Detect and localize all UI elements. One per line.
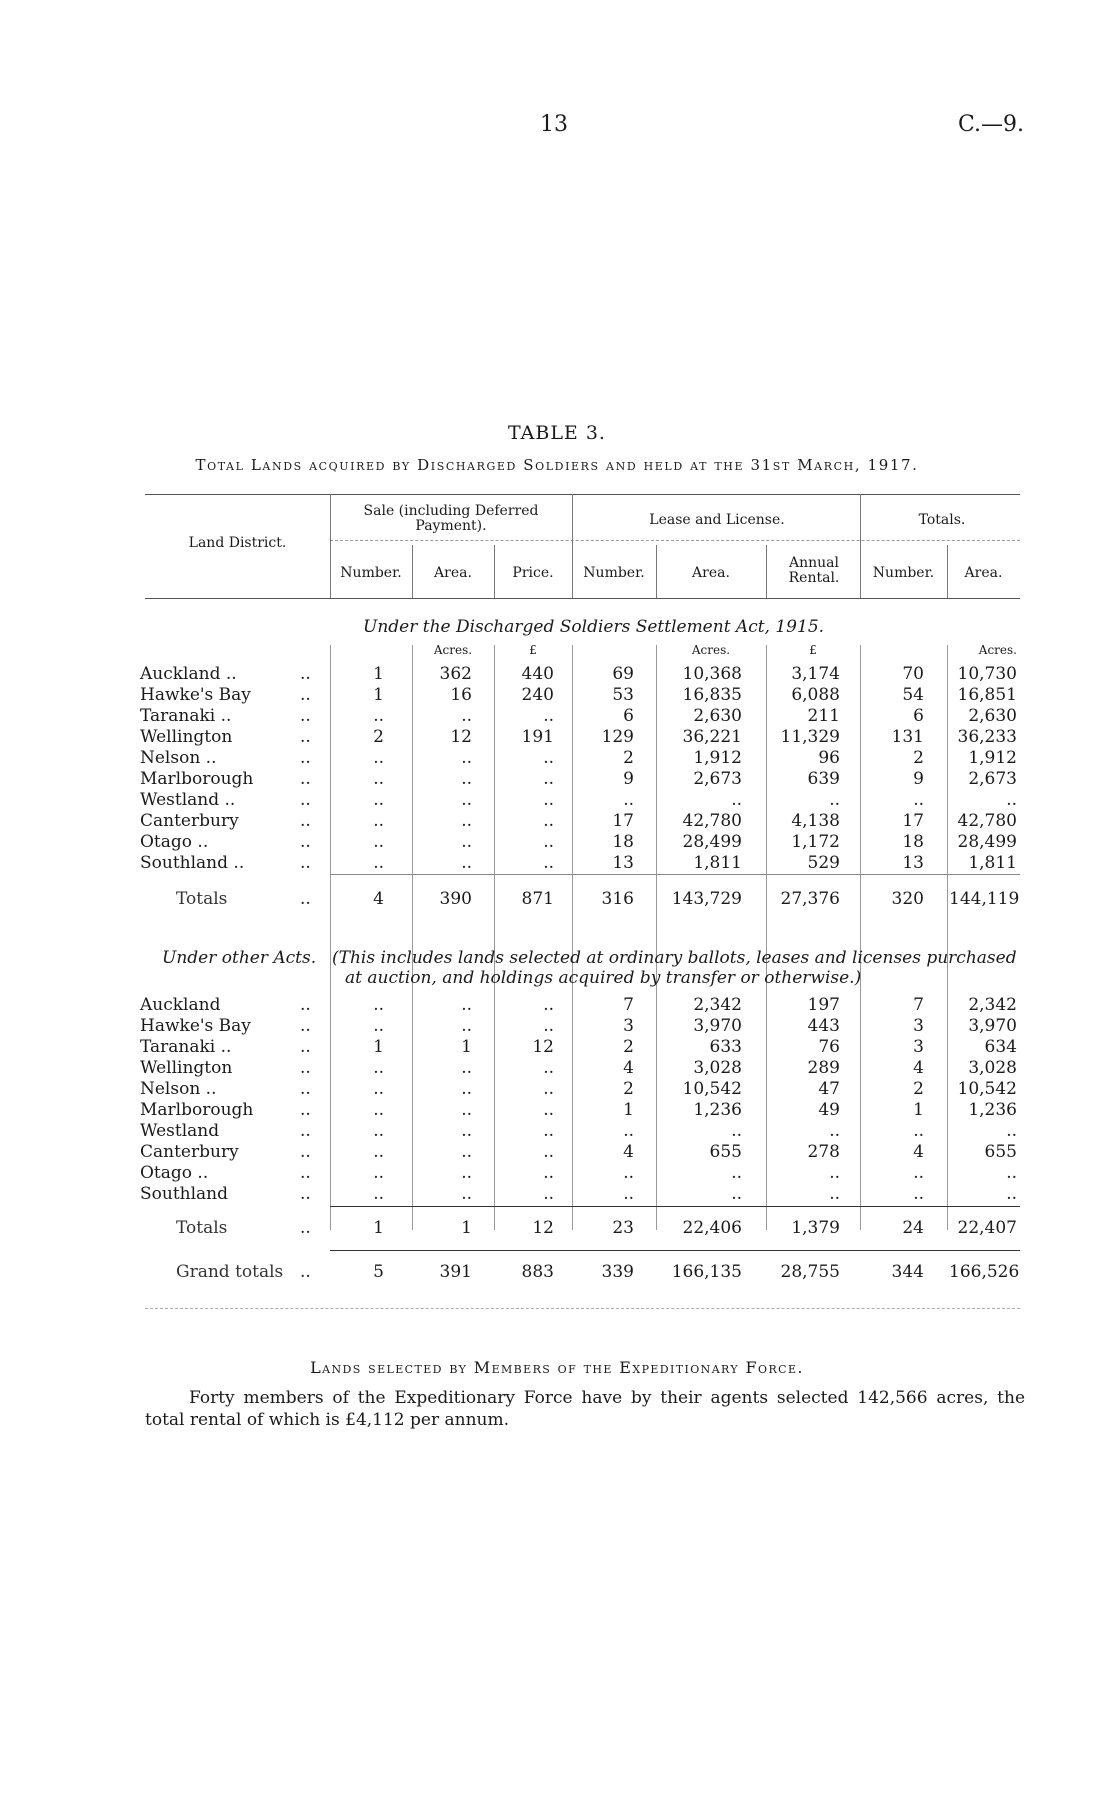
expeditionary-heading: Lands selected by Members of the Expeditionary Force.: [310, 1358, 804, 1377]
cell-total-area: 2,342: [968, 995, 1017, 1015]
cell-sale-number: 1: [373, 664, 384, 684]
cell-leader: ..: [300, 811, 311, 831]
cell-total-area: 634: [984, 1037, 1017, 1057]
cell-lease-number: 9: [623, 769, 634, 789]
cell-lease-rental: 289: [807, 1058, 840, 1078]
cell-leader: ..: [300, 889, 311, 909]
cell-sale-number: 1: [373, 1037, 384, 1057]
cell-sale-price: ..: [543, 790, 554, 810]
cell-leader: ..: [300, 1163, 311, 1183]
cell-total-number: 2: [913, 748, 924, 768]
cell-lease-rental: 96: [818, 748, 840, 768]
cell-leader: ..: [300, 1121, 311, 1141]
cell-sale-area: ..: [461, 1121, 472, 1141]
cell-leader: ..: [300, 1037, 311, 1057]
cell-total-number: 4: [913, 1142, 924, 1162]
row-label: Southland ..: [140, 853, 245, 873]
header-total-number: Number.: [872, 565, 935, 581]
cell-total-number: 3: [913, 1037, 924, 1057]
cell-lease-rental: 1,172: [791, 832, 840, 852]
row-label: Otago ..: [140, 832, 209, 852]
section2-note-line2: at auction, and holdings acquired by transfer or otherwise.): [345, 968, 862, 988]
header-divider: [860, 494, 861, 598]
cell-lease-number: 1: [623, 1100, 634, 1120]
header-lease-area: Area.: [692, 565, 730, 581]
cell-leader: ..: [300, 664, 311, 684]
document-code: C.—9.: [957, 112, 1024, 137]
column-rule: [766, 645, 767, 1230]
cell-lease-area: 36,221: [682, 727, 742, 747]
section1-heading: Under the Discharged Soldiers Settlement Act, 1915.: [363, 617, 825, 637]
cell-lease-rental: ..: [829, 790, 840, 810]
cell-sale-area: ..: [461, 1142, 472, 1162]
row-label: Taranaki ..: [140, 706, 232, 726]
cell-leader: ..: [300, 1218, 311, 1238]
cell-lease-number: 23: [612, 1218, 634, 1238]
cell-lease-number: ..: [623, 1184, 634, 1204]
cell-sale-price: ..: [543, 811, 554, 831]
cell-sale-price: ..: [543, 1058, 554, 1078]
row-label: Westland ..: [140, 790, 236, 810]
row-label: Totals: [176, 889, 228, 909]
table-top-rule: [145, 494, 1020, 495]
cell-leader: ..: [300, 1142, 311, 1162]
cell-total-number: 17: [902, 811, 924, 831]
cell-sale-price: 12: [532, 1037, 554, 1057]
column-rule: [330, 645, 331, 1230]
row-label: Canterbury: [140, 1142, 239, 1162]
column-rule: [947, 645, 948, 1230]
cell-lease-rental: 27,376: [780, 889, 840, 909]
cell-total-area: 1,912: [968, 748, 1017, 768]
cell-lease-area: 10,542: [682, 1079, 742, 1099]
cell-total-area: 1,811: [968, 853, 1017, 873]
cell-lease-area: 2,342: [693, 995, 742, 1015]
cell-lease-area: ..: [731, 1184, 742, 1204]
cell-leader: ..: [300, 1184, 311, 1204]
cell-total-number: 24: [902, 1218, 924, 1238]
section2-totals-rule: [330, 1206, 1020, 1207]
cell-sale-area: ..: [461, 706, 472, 726]
cell-leader: ..: [300, 832, 311, 852]
cell-leader: ..: [300, 1058, 311, 1078]
row-label: Canterbury: [140, 811, 239, 831]
cell-sale-price: ..: [543, 832, 554, 852]
cell-lease-rental: 76: [818, 1037, 840, 1057]
cell-leader: ..: [300, 995, 311, 1015]
section1-totals-rule: [330, 874, 1020, 875]
row-label: Hawke's Bay: [140, 1016, 251, 1036]
cell-total-area: ..: [1006, 790, 1017, 810]
cell-sale-number: ..: [373, 1142, 384, 1162]
cell-sale-number: ..: [373, 769, 384, 789]
cell-total-area: 166,526: [949, 1262, 1020, 1282]
cell-total-number: ..: [913, 1163, 924, 1183]
cell-sale-area: 16: [450, 685, 472, 705]
cell-total-area: 655: [984, 1142, 1017, 1162]
header-divider: [766, 545, 767, 598]
cell-total-area: 10,542: [957, 1079, 1017, 1099]
cell-total-number: 1: [913, 1100, 924, 1120]
cell-lease-rental: 278: [807, 1142, 840, 1162]
cell-lease-number: 13: [612, 853, 634, 873]
cell-lease-number: 316: [601, 889, 634, 909]
header-bottom-rule: [145, 598, 1020, 599]
cell-total-number: 9: [913, 769, 924, 789]
cell-sale-price: ..: [543, 1100, 554, 1120]
header-group-rule: [330, 540, 1020, 541]
cell-sale-area: 1: [461, 1037, 472, 1057]
cell-total-area: 22,407: [957, 1218, 1017, 1238]
cell-sale-price: ..: [543, 1163, 554, 1183]
cell-lease-area: ..: [731, 1163, 742, 1183]
cell-total-number: 3: [913, 1016, 924, 1036]
cell-lease-rental: 1,379: [791, 1218, 840, 1238]
cell-lease-area: 42,780: [682, 811, 742, 831]
cell-leader: ..: [300, 1100, 311, 1120]
cell-lease-number: 53: [612, 685, 634, 705]
cell-lease-area: 2,673: [693, 769, 742, 789]
header-lease-rental: Annual Rental.: [788, 555, 840, 586]
row-label: Westland: [140, 1121, 220, 1141]
cell-sale-area: ..: [461, 811, 472, 831]
cell-sale-area: ..: [461, 1016, 472, 1036]
cell-lease-area: 166,135: [671, 1262, 742, 1282]
cell-sale-number: 2: [373, 727, 384, 747]
column-rule: [656, 645, 657, 1230]
cell-sale-number: ..: [373, 832, 384, 852]
cell-sale-price: ..: [543, 1142, 554, 1162]
cell-total-area: 1,236: [968, 1100, 1017, 1120]
cell-leader: ..: [300, 748, 311, 768]
cell-total-area: 28,499: [957, 832, 1017, 852]
cell-lease-number: 2: [623, 1037, 634, 1057]
cell-sale-area: 12: [450, 727, 472, 747]
cell-lease-number: ..: [623, 1163, 634, 1183]
cell-sale-price: 883: [521, 1262, 554, 1282]
cell-sale-area: 390: [439, 889, 472, 909]
cell-lease-rental: ..: [829, 1121, 840, 1141]
cell-total-area: ..: [1006, 1184, 1017, 1204]
cell-lease-rental: 6,088: [791, 685, 840, 705]
cell-lease-rental: 211: [807, 706, 840, 726]
cell-lease-number: 339: [601, 1262, 634, 1282]
cell-lease-rental: 28,755: [780, 1262, 840, 1282]
header-lease-group: Lease and License.: [649, 512, 785, 528]
cell-lease-rental: 443: [807, 1016, 840, 1036]
cell-sale-number: ..: [373, 1100, 384, 1120]
cell-lease-rental: 4,138: [791, 811, 840, 831]
cell-total-area: 144,119: [949, 889, 1020, 909]
cell-lease-number: ..: [623, 790, 634, 810]
cell-total-number: 320: [891, 889, 924, 909]
cell-total-area: 10,730: [957, 664, 1017, 684]
cell-lease-rental: 197: [807, 995, 840, 1015]
cell-sale-number: 1: [373, 1218, 384, 1238]
cell-sale-area: ..: [461, 1079, 472, 1099]
column-rule: [572, 645, 573, 1230]
cell-sale-price: 871: [521, 889, 554, 909]
cell-lease-number: 6: [623, 706, 634, 726]
cell-lease-area: 3,970: [693, 1016, 742, 1036]
cell-leader: ..: [300, 706, 311, 726]
cell-total-area: 36,233: [957, 727, 1017, 747]
cell-lease-area: 1,236: [693, 1100, 742, 1120]
cell-total-number: ..: [913, 1184, 924, 1204]
cell-lease-area: 1,912: [693, 748, 742, 768]
cell-sale-price: ..: [543, 1121, 554, 1141]
row-label: Otago ..: [140, 1163, 209, 1183]
row-label: Nelson ..: [140, 748, 217, 768]
cell-total-number: 13: [902, 853, 924, 873]
table-subtitle: Total Lands acquired by Discharged Soldiers and held at the 31st March, 1917.: [195, 456, 919, 474]
cell-total-number: 344: [891, 1262, 924, 1282]
header-sale-area: Area.: [434, 565, 472, 581]
cell-sale-area: ..: [461, 748, 472, 768]
cell-sale-price: ..: [543, 1184, 554, 1204]
unit-sale-price: £: [529, 643, 537, 657]
unit-lease-area: Acres.: [691, 643, 731, 657]
cell-sale-number: ..: [373, 1184, 384, 1204]
cell-sale-price: ..: [543, 853, 554, 873]
cell-lease-area: 3,028: [693, 1058, 742, 1078]
cell-lease-rental: 529: [807, 853, 840, 873]
cell-total-number: 2: [913, 1079, 924, 1099]
cell-total-number: 54: [902, 685, 924, 705]
cell-total-area: 2,630: [968, 706, 1017, 726]
column-rule: [412, 645, 413, 1230]
cell-total-number: ..: [913, 790, 924, 810]
cell-sale-number: ..: [373, 748, 384, 768]
row-label: Auckland: [140, 995, 221, 1015]
row-label: Southland: [140, 1184, 229, 1204]
cell-sale-number: ..: [373, 1058, 384, 1078]
cell-total-area: 3,970: [968, 1016, 1017, 1036]
cell-sale-number: ..: [373, 790, 384, 810]
cell-leader: ..: [300, 1262, 311, 1282]
cell-lease-number: 2: [623, 748, 634, 768]
cell-sale-number: ..: [373, 1121, 384, 1141]
section2-heading: Under other Acts.: [162, 948, 317, 968]
cell-total-area: 2,673: [968, 769, 1017, 789]
cell-total-number: 131: [891, 727, 924, 747]
cell-lease-number: ..: [623, 1121, 634, 1141]
column-rule: [860, 645, 861, 1230]
cell-sale-number: 5: [373, 1262, 384, 1282]
row-label: Taranaki ..: [140, 1037, 232, 1057]
cell-leader: ..: [300, 853, 311, 873]
cell-lease-number: 17: [612, 811, 634, 831]
cell-lease-number: 129: [601, 727, 634, 747]
row-label: Totals: [176, 1218, 228, 1238]
cell-total-number: ..: [913, 1121, 924, 1141]
cell-sale-price: ..: [543, 706, 554, 726]
cell-total-number: 70: [902, 664, 924, 684]
cell-total-number: 4: [913, 1058, 924, 1078]
unit-lease-rental: £: [809, 643, 817, 657]
cell-total-area: 16,851: [957, 685, 1017, 705]
row-label: Hawke's Bay: [140, 685, 251, 705]
cell-lease-number: 3: [623, 1016, 634, 1036]
cell-lease-area: 10,368: [682, 664, 742, 684]
cell-lease-number: 4: [623, 1058, 634, 1078]
cell-sale-number: ..: [373, 1016, 384, 1036]
row-label: Grand totals: [176, 1262, 284, 1282]
cell-sale-price: ..: [543, 748, 554, 768]
row-label: Auckland ..: [140, 664, 237, 684]
unit-sale-area: Acres.: [433, 643, 473, 657]
cell-sale-number: ..: [373, 853, 384, 873]
cell-lease-number: 18: [612, 832, 634, 852]
cell-sale-number: ..: [373, 1163, 384, 1183]
header-lease-number: Number.: [583, 565, 645, 581]
cell-sale-area: ..: [461, 832, 472, 852]
cell-lease-area: 1,811: [693, 853, 742, 873]
cell-total-area: ..: [1006, 1121, 1017, 1141]
cell-lease-number: 4: [623, 1142, 634, 1162]
cell-lease-rental: ..: [829, 1163, 840, 1183]
cell-lease-area: 633: [709, 1037, 742, 1057]
cell-sale-area: 362: [439, 664, 472, 684]
cell-sale-number: ..: [373, 1079, 384, 1099]
cell-sale-area: ..: [461, 995, 472, 1015]
cell-sale-number: ..: [373, 706, 384, 726]
cell-sale-price: ..: [543, 995, 554, 1015]
row-label: Wellington: [140, 727, 233, 747]
cell-sale-area: ..: [461, 1100, 472, 1120]
cell-total-area: ..: [1006, 1163, 1017, 1183]
row-label: Nelson ..: [140, 1079, 217, 1099]
cell-lease-area: ..: [731, 1121, 742, 1141]
header-divider: [330, 494, 331, 598]
cell-sale-area: ..: [461, 769, 472, 789]
cell-total-number: 7: [913, 995, 924, 1015]
table-title: TABLE 3.: [508, 422, 606, 444]
cell-leader: ..: [300, 727, 311, 747]
cell-leader: ..: [300, 769, 311, 789]
cell-sale-area: ..: [461, 790, 472, 810]
cell-lease-area: 655: [709, 1142, 742, 1162]
header-totals-group: Totals.: [918, 512, 966, 528]
row-label: Wellington: [140, 1058, 233, 1078]
cell-sale-area: ..: [461, 1184, 472, 1204]
header-total-area: Area.: [964, 565, 1003, 581]
grand-totals-rule: [330, 1250, 1020, 1251]
cell-lease-number: 2: [623, 1079, 634, 1099]
cell-leader: ..: [300, 1016, 311, 1036]
row-label: Marlborough: [140, 1100, 254, 1120]
cell-lease-area: ..: [731, 790, 742, 810]
cell-sale-area: 391: [439, 1262, 472, 1282]
header-divider: [572, 494, 573, 598]
cell-lease-area: 2,630: [693, 706, 742, 726]
unit-total-area: Acres.: [978, 643, 1017, 657]
cell-sale-number: ..: [373, 995, 384, 1015]
cell-lease-rental: 47: [818, 1079, 840, 1099]
table-bottom-rule: [145, 1308, 1020, 1309]
cell-lease-number: 69: [612, 664, 634, 684]
column-rule: [494, 645, 495, 1230]
cell-lease-area: 22,406: [682, 1218, 742, 1238]
header-land-district: Land District.: [188, 535, 287, 551]
cell-sale-price: 191: [521, 727, 554, 747]
cell-sale-number: ..: [373, 811, 384, 831]
cell-sale-number: 1: [373, 685, 384, 705]
cell-leader: ..: [300, 685, 311, 705]
page-number: 13: [540, 112, 568, 137]
cell-leader: ..: [300, 790, 311, 810]
cell-total-area: 3,028: [968, 1058, 1017, 1078]
cell-sale-price: ..: [543, 1079, 554, 1099]
cell-sale-price: 440: [521, 664, 554, 684]
cell-sale-price: 12: [532, 1218, 554, 1238]
cell-sale-area: 1: [461, 1218, 472, 1238]
cell-lease-area: 28,499: [682, 832, 742, 852]
cell-sale-number: 4: [373, 889, 384, 909]
header-sale-number: Number.: [340, 565, 402, 581]
cell-sale-price: ..: [543, 769, 554, 789]
cell-sale-area: ..: [461, 853, 472, 873]
row-label: Marlborough: [140, 769, 254, 789]
cell-lease-area: 16,835: [682, 685, 742, 705]
cell-lease-rental: 639: [807, 769, 840, 789]
cell-lease-rental: 11,329: [780, 727, 840, 747]
cell-lease-rental: ..: [829, 1184, 840, 1204]
cell-total-number: 6: [913, 706, 924, 726]
cell-leader: ..: [300, 1079, 311, 1099]
header-sale-group: Sale (including Deferred Payment).: [363, 503, 539, 534]
cell-total-number: 18: [902, 832, 924, 852]
section2-note-line1: (This includes lands selected at ordinary ballots, leases and licenses purchased: [332, 948, 1017, 968]
cell-total-area: 42,780: [957, 811, 1017, 831]
cell-lease-number: 7: [623, 995, 634, 1015]
expeditionary-paragraph: Forty members of the Expeditionary Force have by their agents selected 142,566 acres, the total rental of which is £4,112 per annum.: [145, 1388, 1025, 1430]
cell-lease-rental: 49: [818, 1100, 840, 1120]
cell-sale-price: 240: [521, 685, 554, 705]
header-sale-price: Price.: [512, 565, 554, 581]
cell-lease-area: 143,729: [671, 889, 742, 909]
cell-sale-area: ..: [461, 1163, 472, 1183]
cell-lease-rental: 3,174: [791, 664, 840, 684]
cell-sale-price: ..: [543, 1016, 554, 1036]
cell-sale-area: ..: [461, 1058, 472, 1078]
